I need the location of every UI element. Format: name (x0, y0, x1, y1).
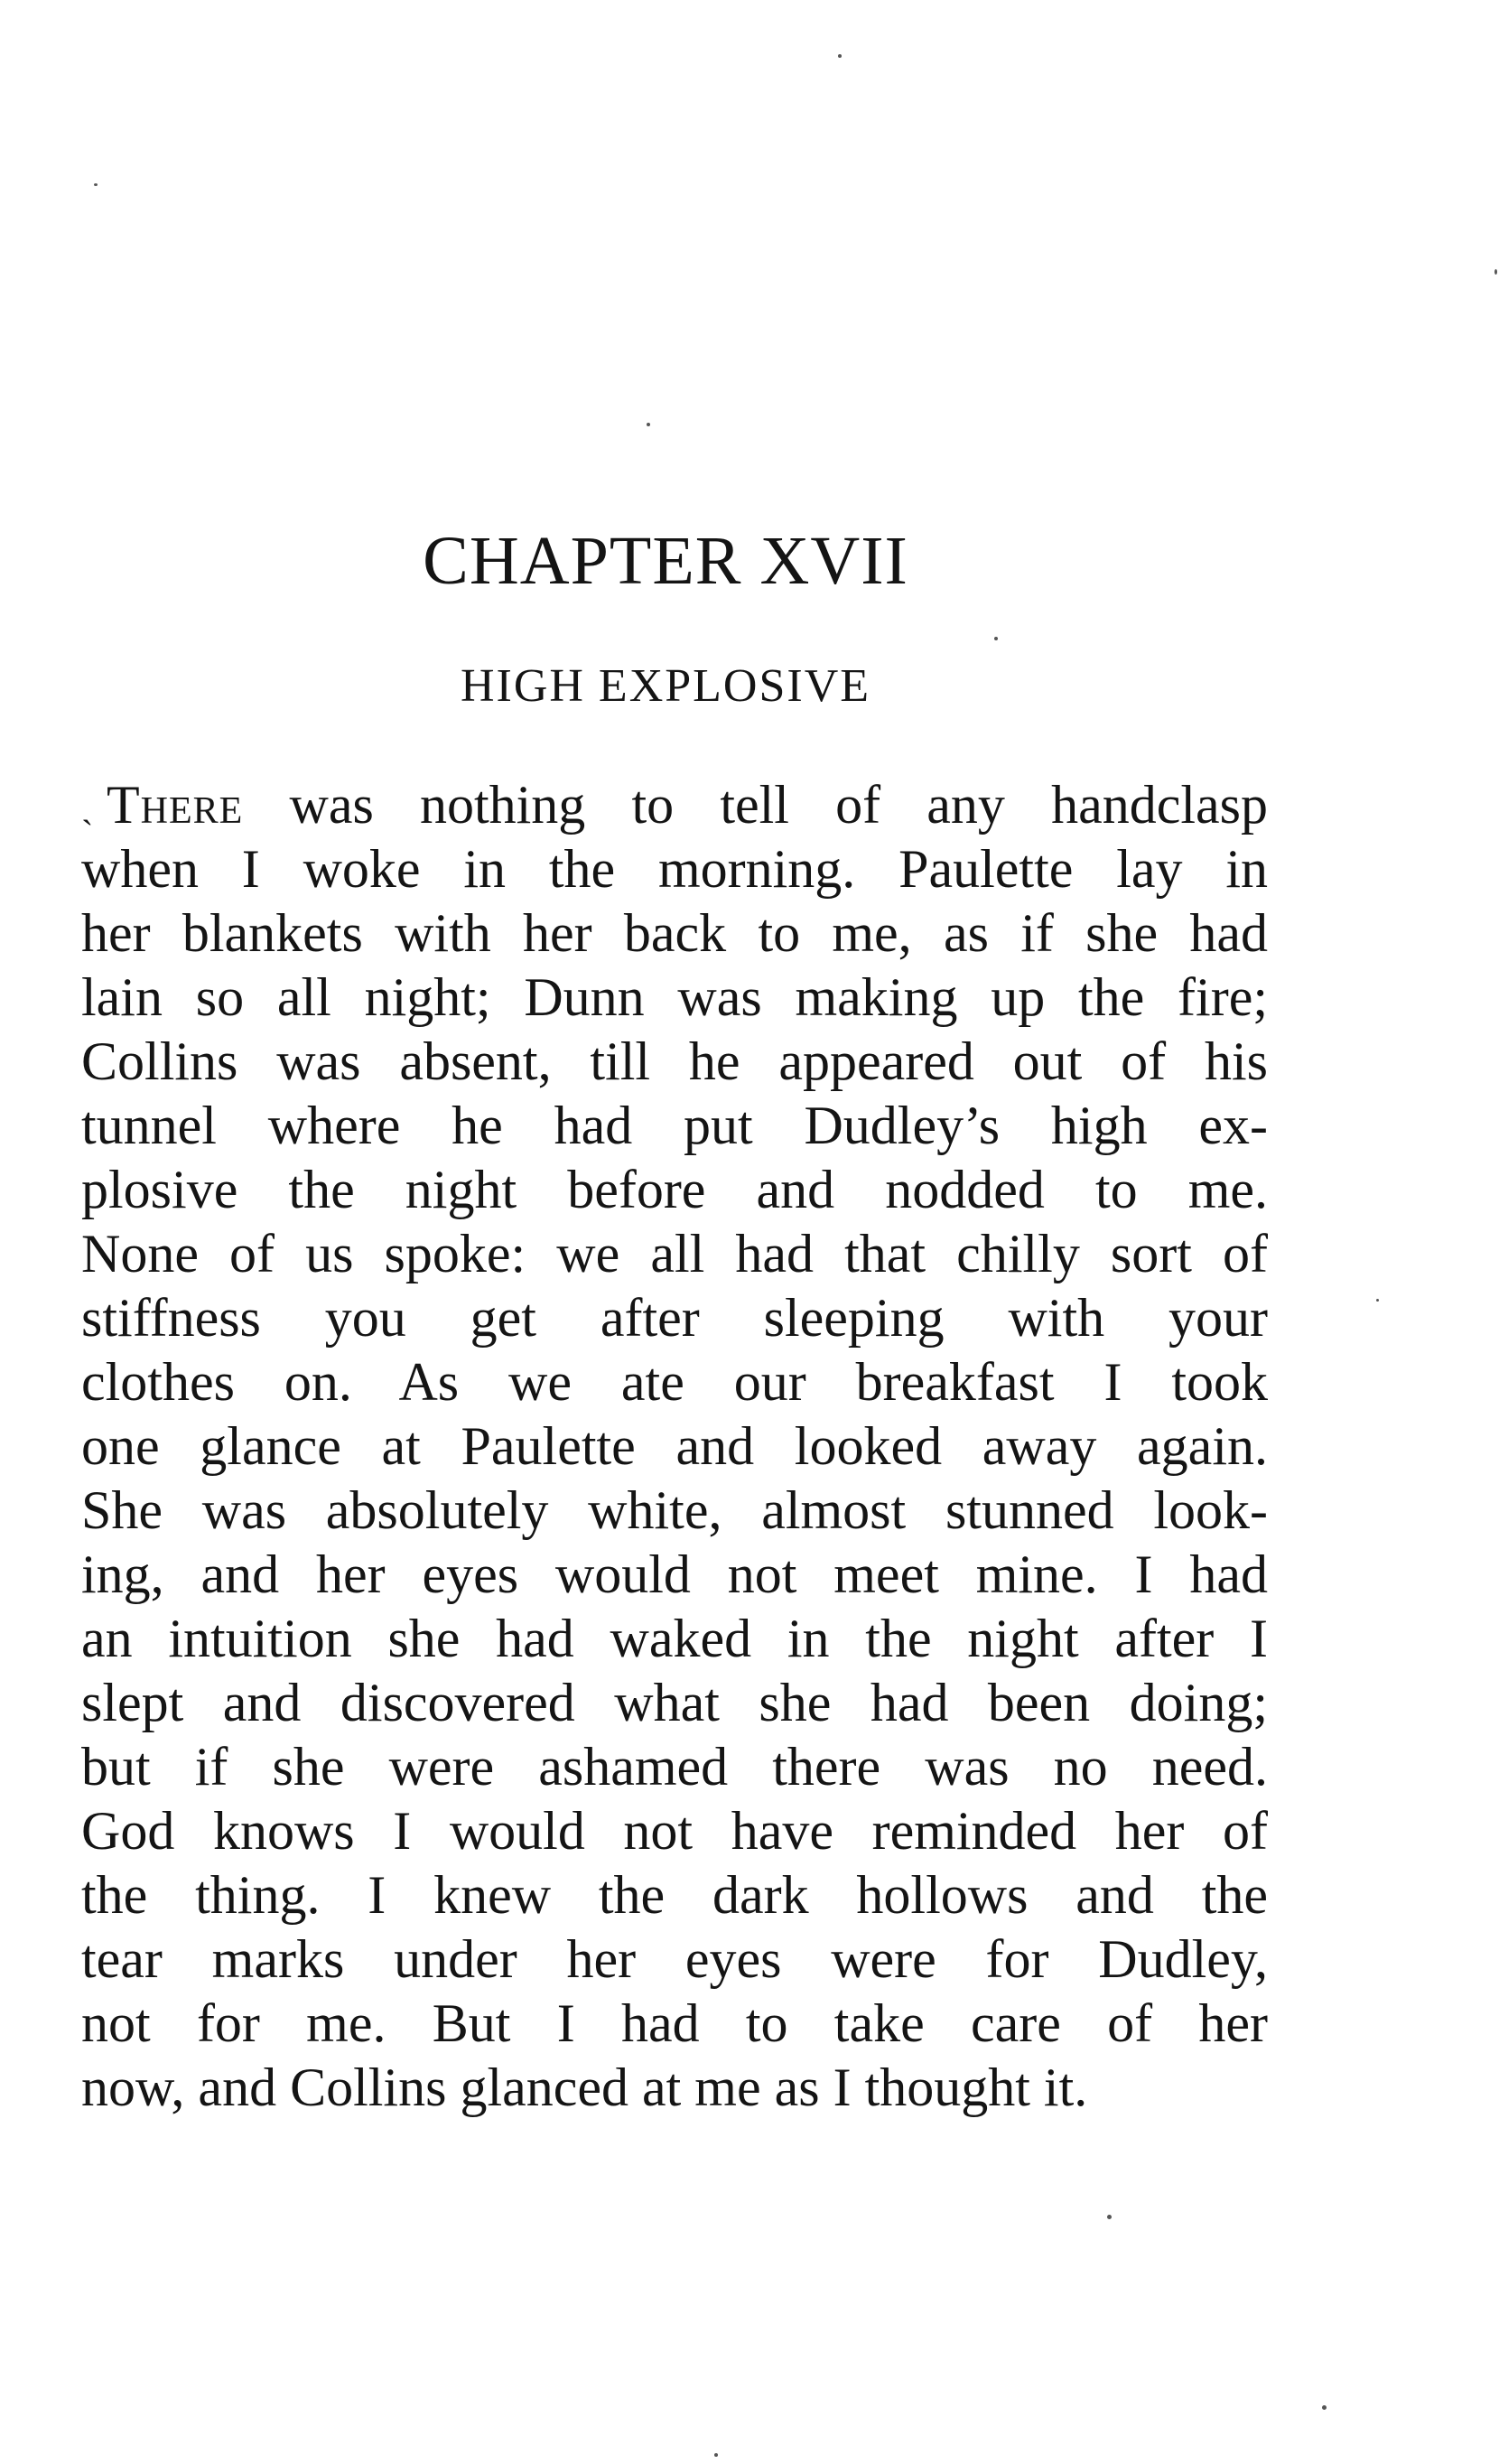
text-line: but if she were ashamed there was no need. (81, 1737, 1268, 1797)
text-line: tunnel where he had put Dudley’s high ex- (81, 1096, 1268, 1155)
scan-speck (647, 423, 650, 426)
scan-speck (994, 637, 998, 640)
scan-speck (1107, 2215, 1112, 2219)
text-line: her blankets with her back to me, as if she had (81, 903, 1268, 963)
scan-speck (714, 2453, 718, 2457)
text-line: the thing. I knew the dark hollows and the (81, 1865, 1268, 1925)
text-line: She was absolutely white, almost stunned look- (81, 1480, 1268, 1540)
text-line: lain so all night; Dunn was making up the fire; (81, 967, 1268, 1027)
chapter-title: CHAPTER XVII (423, 523, 908, 599)
text-line: plosive the night before and nodded to me. (81, 1160, 1268, 1219)
text-line: God knows I would not have reminded her of (81, 1801, 1268, 1861)
chapter-subtitle: HIGH EXPLOSIVE (460, 660, 871, 712)
text-line: now, and Collins glanced at me as I thought it. (81, 2058, 1088, 2117)
text-line: tear marks under her eyes were for Dudley, (81, 1929, 1268, 1989)
text-line: None of us spoke: we all had that chilly sort of (81, 1224, 1268, 1283)
opening-word: There (107, 775, 244, 835)
text-line: not for me. But I had to take care of her (81, 1993, 1268, 2053)
text-line: Collins was absent, till he appeared out of his (81, 1031, 1268, 1091)
text-line: when I woke in the morning. Paulette lay in (81, 839, 1268, 899)
text-line (81, 773, 1268, 837)
scan-speck (1322, 2405, 1327, 2410)
opening-mark: ˎ (81, 785, 94, 826)
text-line-content: was nothing to tell of any handclasp (243, 775, 1268, 835)
scan-speck (1376, 1299, 1379, 1302)
scan-speck (1494, 269, 1497, 275)
scan-speck (94, 183, 98, 186)
text-line: ing, and her eyes would not meet mine. I had (81, 1545, 1268, 1604)
text-line: an intuition she had waked in the night after I (81, 1609, 1268, 1668)
chapter-body (81, 773, 1268, 2120)
text-line: clothes on. As we ate our breakfast I took (81, 1352, 1268, 1412)
scan-speck (838, 54, 842, 58)
text-line: one glance at Paulette and looked away again. (81, 1416, 1268, 1476)
text-line: stiffness you get after sleeping with your (81, 1288, 1268, 1348)
text-line: slept and discovered what she had been doing; (81, 1673, 1268, 1732)
